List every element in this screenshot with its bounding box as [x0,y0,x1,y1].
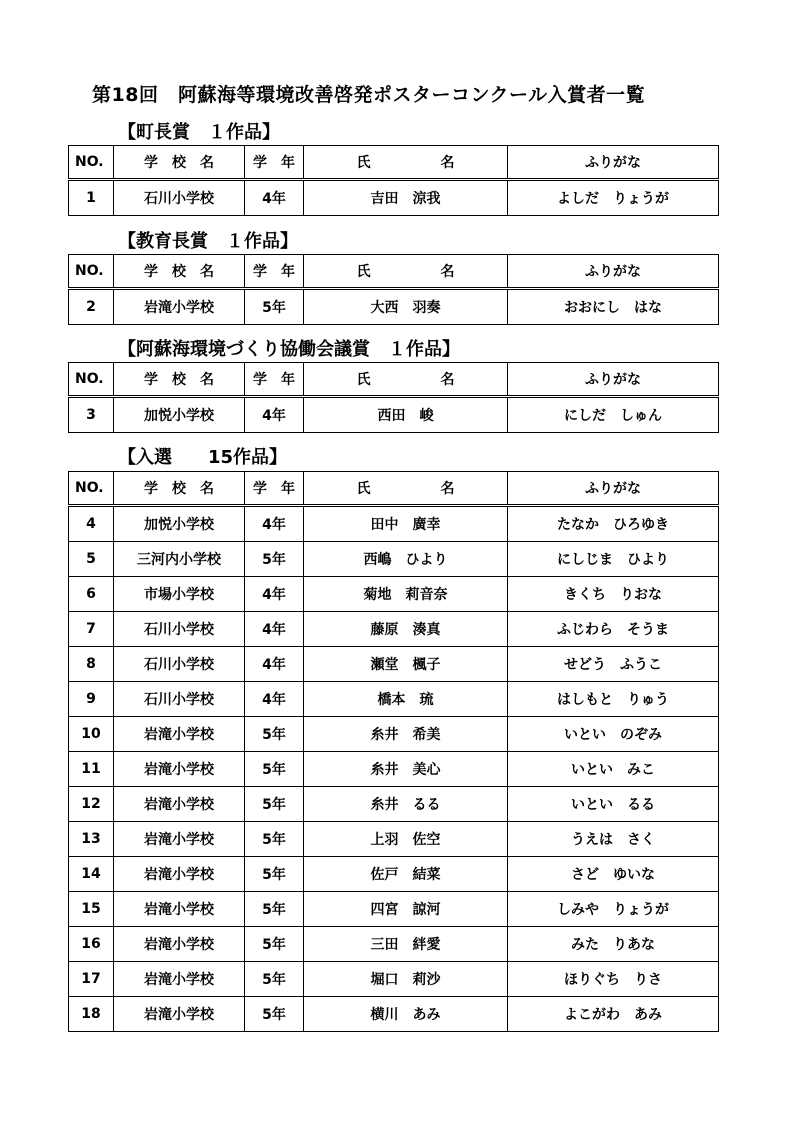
cell-grade: 5年 [245,717,304,752]
header-school: 学 校 名 [114,363,245,397]
cell-grade: 4年 [245,647,304,682]
table-row [69,717,719,752]
cell-no: 3 [69,397,114,433]
table-row [69,397,719,433]
header-no: NO. [69,472,114,506]
cell-name: 糸井 るる [304,787,508,822]
header-kana: ふりがな [508,472,719,506]
cell-school: 岩滝小学校 [114,927,245,962]
cell-school: 石川小学校 [114,612,245,647]
header-name: 氏 名 [304,146,508,180]
header-no: NO. [69,146,114,180]
page-title: 第18回 阿蘇海等環境改善啓発ポスターコンクール入賞者一覧 [92,84,646,106]
table-row [69,752,719,787]
cell-grade: 5年 [245,787,304,822]
cell-grade: 4年 [245,397,304,433]
cell-school: 石川小学校 [114,180,245,216]
table-row [69,506,719,542]
cell-kana: いとい るる [508,787,719,822]
cell-kana: はしもと りゅう [508,682,719,717]
cell-name: 横川 あみ [304,997,508,1032]
cell-no: 11 [69,752,114,787]
cell-kana: よこがわ あみ [508,997,719,1032]
header-name: 氏 名 [304,255,508,289]
cell-grade: 5年 [245,857,304,892]
cell-name: 糸井 美心 [304,752,508,787]
cell-grade: 5年 [245,927,304,962]
cell-kana: いとい みこ [508,752,719,787]
cell-kana: ふじわら そうま [508,612,719,647]
cell-name: 上羽 佐空 [304,822,508,857]
cell-kana: きくち りおな [508,577,719,612]
cell-kana: みた りあな [508,927,719,962]
cell-kana: にしじま ひより [508,542,719,577]
cell-kana: しみや りょうが [508,892,719,927]
cell-name: 田中 廣幸 [304,506,508,542]
cell-kana: せどう ふうこ [508,647,719,682]
cell-name: 吉田 涼我 [304,180,508,216]
award-table-selected [68,471,719,1032]
section-heading-mayor-award: 【町長賞 １作品】 [118,122,280,143]
header-school: 学 校 名 [114,255,245,289]
cell-name: 佐戸 結菜 [304,857,508,892]
cell-no: 1 [69,180,114,216]
cell-school: 岩滝小学校 [114,892,245,927]
cell-grade: 5年 [245,289,304,325]
table-row [69,682,719,717]
header-name: 氏 名 [304,363,508,397]
section-heading-collab-award: 【阿蘇海環境づくり協働会議賞 １作品】 [118,339,460,360]
cell-name: 西嶋 ひより [304,542,508,577]
cell-name: 三田 絆愛 [304,927,508,962]
cell-name: 橋本 琉 [304,682,508,717]
table-row [69,180,719,216]
award-table-collab [68,362,719,433]
cell-no: 8 [69,647,114,682]
cell-no: 9 [69,682,114,717]
header-no: NO. [69,255,114,289]
cell-grade: 4年 [245,506,304,542]
cell-school: 市場小学校 [114,577,245,612]
cell-grade: 4年 [245,612,304,647]
cell-name: 堀口 莉沙 [304,962,508,997]
table-row [69,647,719,682]
cell-school: 石川小学校 [114,647,245,682]
cell-no: 5 [69,542,114,577]
cell-grade: 5年 [245,997,304,1032]
table-row [69,997,719,1032]
cell-no: 14 [69,857,114,892]
cell-grade: 4年 [245,577,304,612]
cell-school: 岩滝小学校 [114,289,245,325]
award-table-education [68,254,719,325]
cell-kana: ほりぐち りさ [508,962,719,997]
table-header-row [69,472,719,506]
table-header-row [69,255,719,289]
section-heading-selected: 【入選 15作品】 [118,447,288,468]
cell-grade: 5年 [245,542,304,577]
cell-school: 岩滝小学校 [114,717,245,752]
table-header-row [69,146,719,180]
cell-school: 石川小学校 [114,682,245,717]
cell-no: 6 [69,577,114,612]
header-grade: 学 年 [245,363,304,397]
cell-name: 四宮 諒河 [304,892,508,927]
cell-name: 瀬堂 楓子 [304,647,508,682]
cell-name: 菊地 莉音奈 [304,577,508,612]
header-kana: ふりがな [508,255,719,289]
header-grade: 学 年 [245,255,304,289]
table-row [69,927,719,962]
cell-school: 岩滝小学校 [114,787,245,822]
header-no: NO. [69,363,114,397]
table-row [69,542,719,577]
cell-no: 2 [69,289,114,325]
cell-no: 13 [69,822,114,857]
cell-no: 12 [69,787,114,822]
header-school: 学 校 名 [114,472,245,506]
cell-grade: 5年 [245,962,304,997]
cell-kana: さど ゆいな [508,857,719,892]
cell-school: 岩滝小学校 [114,822,245,857]
cell-kana: にしだ しゅん [508,397,719,433]
table-row [69,962,719,997]
cell-school: 三河内小学校 [114,542,245,577]
cell-name: 藤原 湊真 [304,612,508,647]
cell-school: 岩滝小学校 [114,752,245,787]
header-grade: 学 年 [245,146,304,180]
cell-no: 18 [69,997,114,1032]
cell-school: 加悦小学校 [114,506,245,542]
cell-name: 大西 羽奏 [304,289,508,325]
cell-name: 西田 峻 [304,397,508,433]
cell-school: 加悦小学校 [114,397,245,433]
header-kana: ふりがな [508,146,719,180]
cell-kana: たなか ひろゆき [508,506,719,542]
cell-kana: うえは さく [508,822,719,857]
header-kana: ふりがな [508,363,719,397]
cell-school: 岩滝小学校 [114,962,245,997]
cell-no: 16 [69,927,114,962]
cell-kana: よしだ りょうが [508,180,719,216]
table-row [69,822,719,857]
cell-grade: 5年 [245,892,304,927]
table-row [69,857,719,892]
cell-no: 17 [69,962,114,997]
cell-grade: 4年 [245,682,304,717]
table-row [69,892,719,927]
cell-grade: 4年 [245,180,304,216]
table-header-row [69,363,719,397]
cell-no: 7 [69,612,114,647]
cell-no: 15 [69,892,114,927]
cell-school: 岩滝小学校 [114,857,245,892]
cell-grade: 5年 [245,752,304,787]
cell-kana: いとい のぞみ [508,717,719,752]
cell-kana: おおにし はな [508,289,719,325]
header-name: 氏 名 [304,472,508,506]
header-school: 学 校 名 [114,146,245,180]
cell-no: 10 [69,717,114,752]
table-row [69,577,719,612]
cell-school: 岩滝小学校 [114,997,245,1032]
header-grade: 学 年 [245,472,304,506]
cell-name: 糸井 希美 [304,717,508,752]
section-heading-education-award: 【教育長賞 １作品】 [118,231,298,252]
cell-no: 4 [69,506,114,542]
table-row [69,289,719,325]
award-table-mayor [68,145,719,216]
table-row [69,612,719,647]
cell-grade: 5年 [245,822,304,857]
table-row [69,787,719,822]
